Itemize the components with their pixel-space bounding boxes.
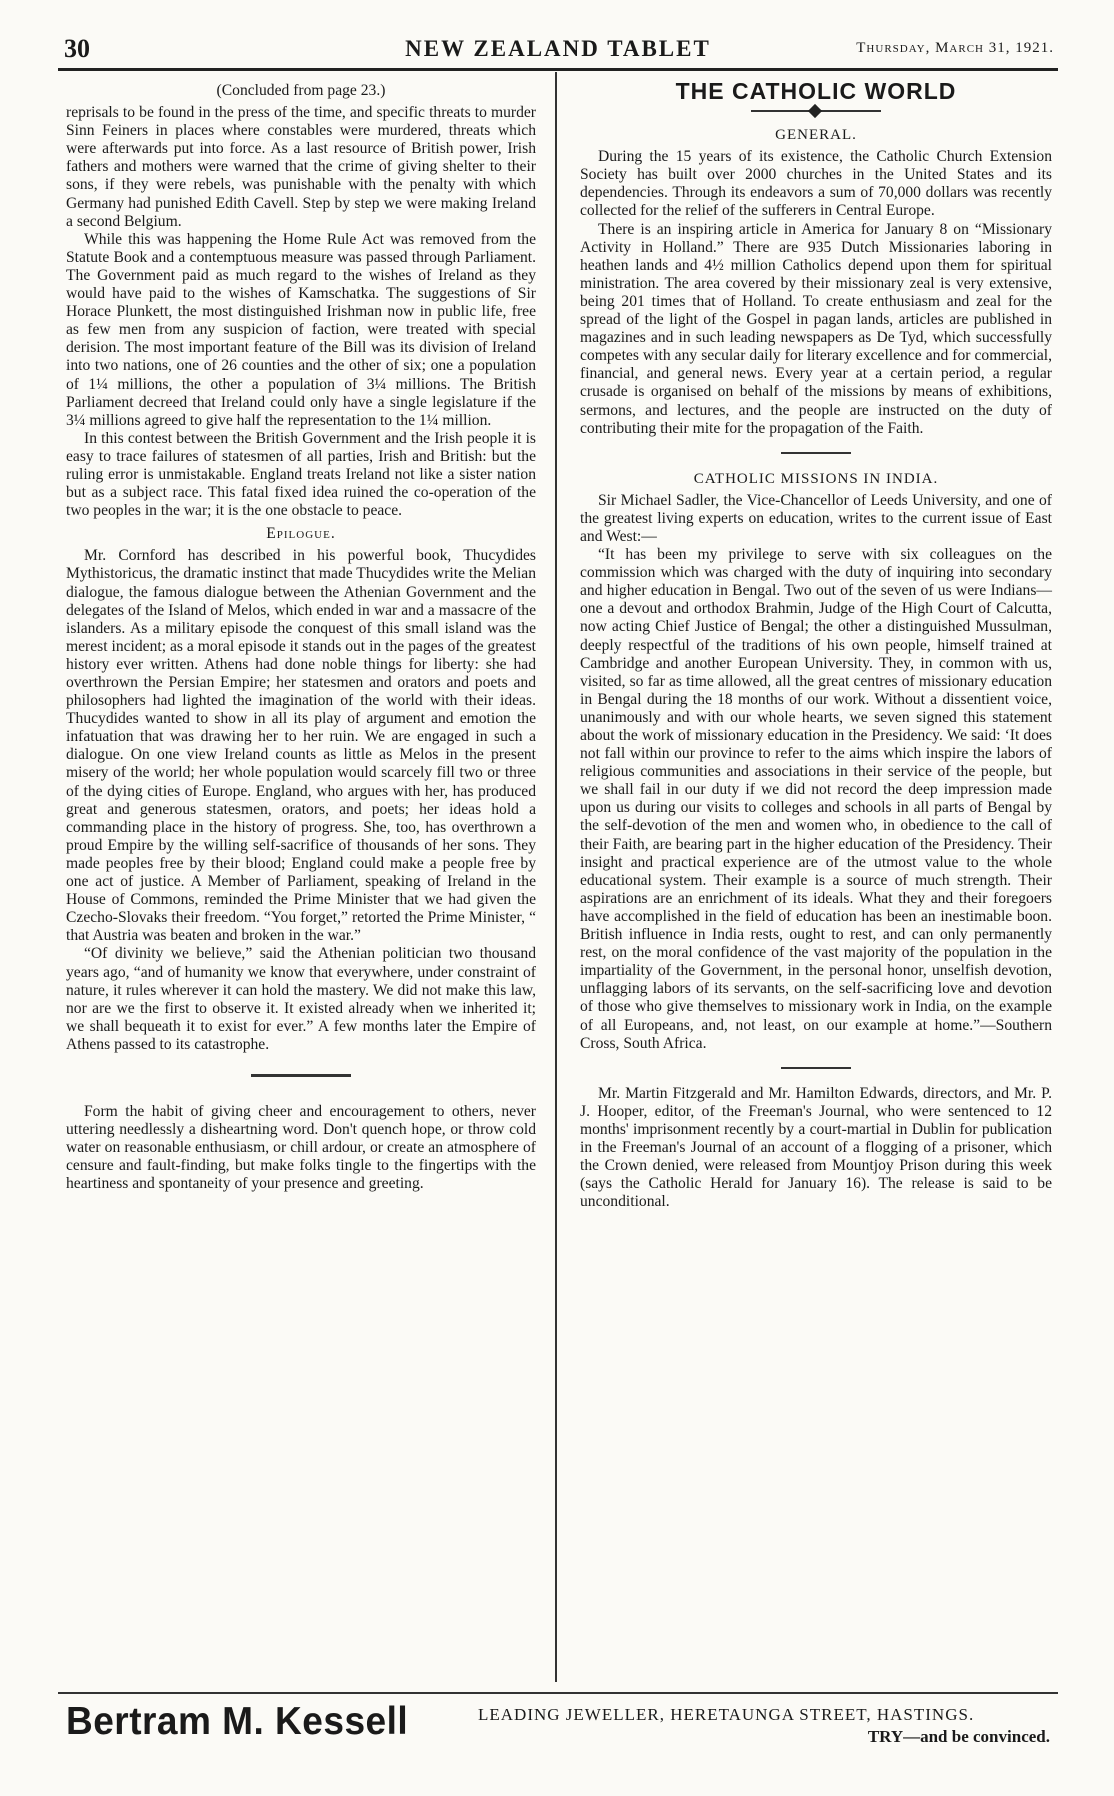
epilogue-heading: Epilogue. (266, 525, 336, 543)
newspaper-page (58, 28, 1058, 1768)
general-paragraph: During the 15 years of its existence, the Catholic Church Extension Society has built over 2000 churches in the United States and its dependencies. Through its endeavors a sum of 70,000 dollars was recently collected for the relief of the sufferers in Central Europe. (580, 148, 1052, 220)
column-divider (555, 72, 557, 1682)
epilogue-paragraph: Mr. Cornford has described in his powerful book, Thucydides Mythistoricus, the dramatic instinct that made Thucydides write the Melian dialogue, the famous dialogue between the Athenian Government and the delegates of the Island of Melos, which ended in war and a massacre of the islanders. As a military episode the conquest of this small island was the merest incident; as a moral episode it stands out in the pages of the greatest history ever written. Athens had done noble things for liberty: she had overthrown the Persian Empire; her statesmen and orators and poets and philosophers had lighted the imagination of the world with their ideas. Thucydides wanted to show in all its play of argument and emotion the infatuation that was drawing her to her ruin. We are engaged in such a dialogue. On one view Ireland counts as little as Melos in the present misery of the world; her whole population would scarcely fill two or three of the dying cities of Europe. England, who argues with her, has produced great and generous statesmen, orators, and poets; her ideas hold a commanding place in the history of progress. She, too, has overthrown a proud Empire by the willing self-sacrifice of thousands of her sons. They made peoples free by their blood; England could make a people free by one act of justice. A Member of Parliament, speaking of Ireland in the House of Commons, reminded the Prime Minister that we had given the Czecho-Slovaks their freedom. “You forget,” retorted the Prime Minister, “ that Austria was beaten and broken in the war.” (66, 547, 537, 945)
article-paragraph: While this was happening the Home Rule Act was removed from the Statute Book and a contemptuous measure was passed through Parliament. The Government paid as much regard to the wishes of Ireland as they would have paid to the wishes of Kamschatka. The suggestions of Sir Horace Plunkett, the most distinguished Irishman now in public life, free as few men from any suspicion of faction, were treated with special derision. The most important feature of the Bill was its division of Ireland into two nations, one of 26 counties and the other of six; one a population of 1¼ millions, the other a population of 3¼ millions. The British Parliament decreed that Ireland could only have a single legislature if the 3¼ millions agreed to give half the representation to the 1¼ million. (66, 230, 536, 429)
filler-paragraph: Form the habit of giving cheer and encouragement to others, never uttering needlessly a disheartning word. Don't quench hope, or throw cold water on reasonable enthusiasm, or chill ardour, or create an atmosphere of censure and fault-finding, but make folks tingle to the fingertips with the heartiness and spontaneity of your presence and greeting. (66, 1102, 536, 1193)
india-paragraph: Sir Michael Sadler, the Vice-Chancellor of Leeds University, and one of the greatest living experts on education, writes to the current issue of East and West:— (580, 491, 1052, 545)
page-header (58, 28, 1058, 71)
general-heading: GENERAL. (775, 127, 857, 144)
article-paragraph: In this contest between the British Government and the Irish people it is easy to trace failures of statesmen of all parties, Irish and British: but the ruling error is unmistakable. England treats Ireland not like a sister nation but as a subject race. This fatal fixed idea ruined the co-operation of the two peoples in the war; it is the one obstacle to peace. (66, 429, 536, 520)
advertiser-name: Bertram M. Kessell (66, 1700, 409, 1743)
epilogue-paragraph: “Of divinity we believe,” said the Athenian politician two thousand years ago, “and of humanity we know that everywhere, under constraint of nature, it rules wherever it can hold the mastery. We did not make this law, nor are we the first to observe it. It existed already when we inherited it; we shall bequeath it to exist for ever.” A few months later the Empire of Athens passed to its catastrophe. (66, 945, 536, 1053)
diamond-ornament-icon (808, 104, 822, 118)
news-paragraph: Mr. Martin Fitzgerald and Mr. Hamilton Edwards, directors, and Mr. P. J. Hooper, editor, of the Freeman's Journal, who were sentenced to 12 months' imprisonment recently by a court-martial in Dublin for publication in the Freeman's Journal of an account of a flogging of a prisoner, which the Crown denied, were released from Mountjoy Prison during this week (says the Catholic Herald for January 16). The release is said to be unconditional. (580, 1084, 1052, 1211)
issue-date: Thursday, March 31, 1921. (856, 40, 1054, 56)
section-rule (251, 1074, 351, 1077)
continuation-note: (Concluded from page 23.) (216, 82, 386, 99)
ornament-rule (751, 106, 881, 116)
india-heading: CATHOLIC MISSIONS IN INDIA. (693, 470, 939, 487)
india-paragraph: “It has been my privilege to serve with six colleagues on the commission which was charged with the duty of inquiring into secondary and higher education in Bengal. Two out of the seven of us were Indians—one a devout and orthodox Brahmin, Judge of the High Court of Calcutta, now acting Chief Justice of Bengal; the other a distinguished Mussulman, deeply respectful of the traditions of his own people, himself trained at Cambridge and another European University. They, in common with us, visited, so far as time allowed, all the great centres of missionary education in Bengal during the 18 months of our work. Without a dissentient voice, unanimously and with our whole hearts, we seven signed this statement about the work of missionary education in the Presidency. We said: ‘It does not fall within our province to refer to the aims which inspire the labors of religious communities and associations in their service of the people, but we shall fail in our duty if we did not record the deep impression made upon us during our visits to colleges and schools in all parts of Bengal by the self-devotion of the men and women who, in obedience to the call of their Faith, are bearing part in the higher education of the Presidency. Their insight and practical experience are of the utmost value to the whole educational system. Their example is a source of much strength. Their aspirations are an enrichment of its ideals. What they and their foregoers have accomplished in the field of education has been an inestimable boon. British influence in India rests, ought to rest, and can only permanently rest, on the moral confidence of the vast majority of the population in the impartiality of the Government, in the personal honor, unselfish devotion, unflagging labors of its servants, on the self-sacrificing love and devotion of those who give themselves to missionary work in India, on the example of all Europeans, and, not least, on our example at home.”—Southern Cross, South Africa. (580, 546, 1052, 1052)
page-number: 30 (64, 34, 90, 63)
general-paragraph: There is an inspiring article in America for January 8 on “Missionary Activity in Holland.” There are 935 Dutch Missionaries laboring in heathen lands and 4½ million Catholics depend upon them for spiritual ministration. The area covered by their missionary zeal is very extensive, being 201 times that of Holland. To create enthusiasm and zeal for the spread of the light of the Gospel in pagan lands, articles are published in magazines and in such leading newspapers as De Tyd, which successfully competes with any secular daily for literary excellence and for commercial, financial, and general news. Every year at a certain period, a regular crusade is organised on behalf of the missions by means of exhibitions, sermons, and lectures, and the people are instructed on the duty of contributing their mite for the propagation of the Faith. (580, 220, 1052, 437)
publication-title: NEW ZEALAND TABLET (405, 36, 711, 61)
advertiser-call-to-action: TRY—and be convinced. (867, 1727, 1050, 1746)
right-column (580, 72, 1052, 1211)
section-title: THE CATHOLIC WORLD (675, 78, 957, 104)
advertiser-tagline: LEADING JEWELLER, HERETAUNGA STREET, HASTINGS. (478, 1705, 975, 1724)
section-rule (781, 452, 851, 454)
article-paragraph: reprisals to be found in the press of the time, and specific threats to murder Sinn Feiners in places where constables were murdered, threats which were afterwards put into force. As a last resource of British power, Irish fathers and mothers were warned that the crime of giving shelter to their sons, if they were rebels, was punishable with the penalty with which Germany had punished Edith Cavell. Step by step we were making Ireland a second Belgium. (66, 104, 536, 230)
footer-rule (58, 1692, 1058, 1694)
section-rule (781, 1067, 851, 1069)
left-column (66, 72, 536, 1193)
